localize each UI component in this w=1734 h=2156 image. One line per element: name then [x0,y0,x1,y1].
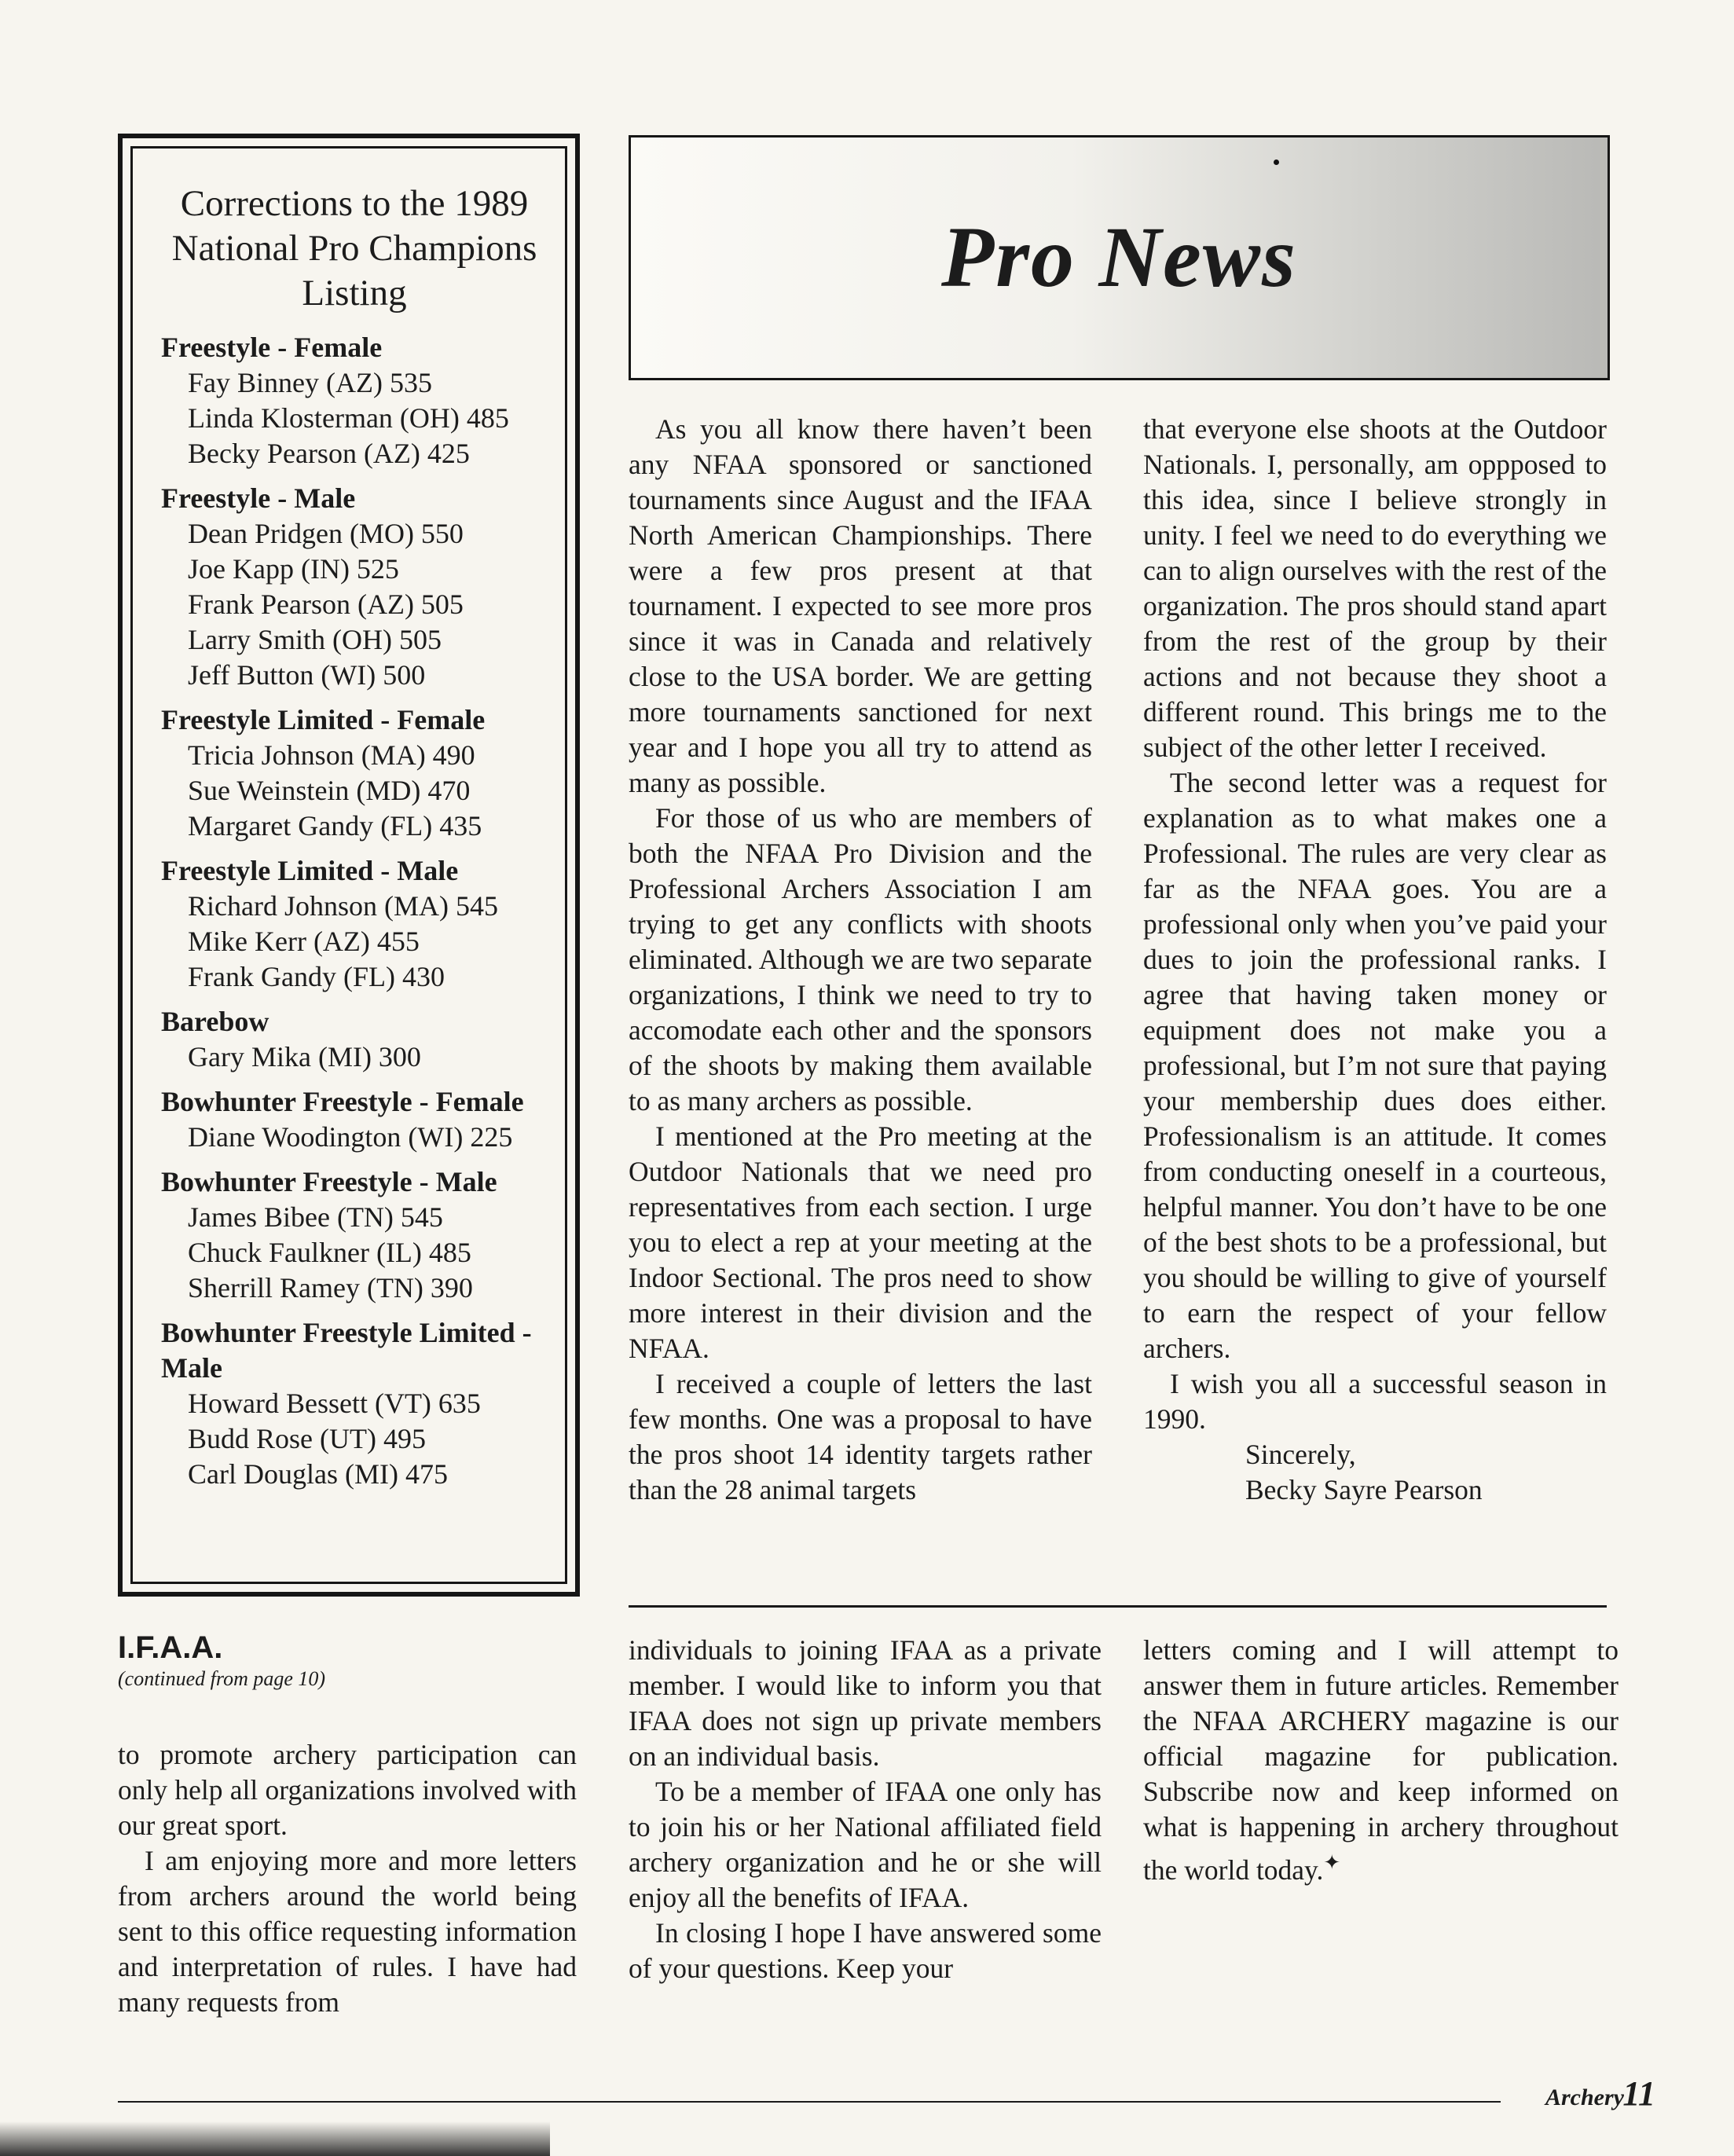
paragraph: The second letter was a request for explanation as to what makes one a Professional. The rules are very clear as far as the NFAA goes. You are a professional only when you’ve paid your dues to join the professional ranks. I agree that having taken money or equipment does not make you a professional, but I’m not sure that paying your membership dues does either. Professionalism is an attitude. It comes from conducting oneself in a courteous, helpful manner. You don’t have to be one of the best shots to be a professional, but you should be willing to give of yourself to earn the respect of your fellow archers. [1143,767,1607,1364]
closing: Sincerely, [1245,1439,1356,1470]
champion-entry: Budd Rose (UT) 495 [188,1423,426,1454]
pro-news-title-box [629,135,1610,380]
champion-entry: Fay Binney (AZ) 535 [188,367,432,398]
champion-entry: Tricia Johnson (MA) 490 [188,739,475,771]
corrections-box [118,134,580,1597]
champion-entry: Richard Johnson (MA) 545 [188,890,498,922]
category-name: Freestyle - Male [161,482,356,514]
champion-entry: Gary Mika (MI) 300 [188,1041,421,1072]
pro-news-title: Pro News [941,209,1297,305]
ifaa-column-3 [1143,1633,1619,1888]
paragraph [1143,1633,1619,1888]
champion-entry: Becky Pearson (AZ) 425 [188,438,470,469]
champion-entry: Sue Weinstein (MD) 470 [188,775,471,806]
category-name: Freestyle - Female [161,332,383,363]
paragraph: In closing I hope I have answered some of your questions. Keep your [629,1917,1102,1984]
champion-entry: James Bibee (TN) 545 [188,1201,443,1233]
category-name: Bowhunter Freestyle - Male [161,1166,497,1197]
corrections-list [161,330,548,1492]
category-block [161,1084,548,1155]
paragraph: As you all know there haven’t been any NFAA sponsored or sanctioned tournaments since August and the IFAA North American Championships. There were a few pros present at that tournament. I expected to see more pros since it was in Canada and relatively close to the USA border. We are getting more tournaments sanctioned for next year and I hope you all try to attend as many as possible. [629,413,1092,798]
category-name: Bowhunter Freestyle - Female [161,1086,524,1117]
dot-mark [1274,160,1279,165]
footer-rule [118,2101,1501,2103]
paragraph: I mentioned at the Pro meeting at the Outdoor Nationals that we need pro representatives from each section. I urge you to elect a rep at your meeting at the Indoor Sectional. The pros need to show more interest in their division and the NFAA. [629,1120,1092,1364]
champion-entry: Joe Kapp (IN) 525 [188,553,399,585]
category-block [161,1315,548,1492]
signature: Becky Sayre Pearson [1245,1474,1483,1505]
paragraph: To be a member of IFAA one only has to join his or her National affiliated field archery organization and he or she will enjoy all the benefits of IFAA. [629,1776,1102,1913]
ifaa-column-2 [629,1633,1102,1986]
category-name: Bowhunter Freestyle Limited - Male [161,1317,532,1384]
category-block [161,481,548,693]
paragraph: For those of us who are members of both the NFAA Pro Division and the Professional Archers Association I am trying to get any conflicts with shoots eliminated. Although we are two separate organizations, I think we need to try to accomodate each other and the sponsors of the shoots by making them available to as many archers as possible. [629,802,1092,1116]
paragraph-text: letters coming and I will attempt to answer them in future articles. Remember the NFAA ARCHERY magazine is our official magazine for publication. Subscribe now and keep informed on what is happening in archery throughout the world today. [1143,1634,1619,1886]
paragraph: that everyone else shoots at the Outdoor Nationals. I, personally, am oppposed to this idea, since I believe strongly in unity. I feel we need to do everything we can to align ourselves with the rest of the organization. The pros should stand apart from the rest of the group by their actions and not because they shoot a different round. This brings me to the subject of the other letter I received. [1143,413,1607,763]
champion-entry: Diane Woodington (WI) 225 [188,1121,513,1153]
continued-note: (continued from page 10) [118,1667,326,1690]
ifaa-column-1 [118,1737,577,2020]
scan-shadow [0,2121,550,2156]
ifaa-heading: I.F.A.A. [118,1630,223,1665]
paragraph: I am enjoying more and more letters from archers around the world being sent to this office requesting information and interpretation of rules. I have had many requests from [118,1845,577,2018]
category-block [161,853,548,995]
category-name: Freestyle Limited - Female [161,704,486,735]
category-block [161,330,548,471]
category-block [161,1164,548,1306]
category-name: Freestyle Limited - Male [161,855,459,886]
champion-entry: Frank Gandy (FL) 430 [188,961,445,992]
paragraph: I received a couple of letters the last few months. One was a proposal to have the pros shoot 14 identity targets rather than the 28 animal targets [629,1368,1092,1505]
champion-entry: Carl Douglas (MI) 475 [188,1458,448,1490]
section-divider [629,1605,1607,1608]
footer-magazine-name: Archery [1545,2084,1624,2110]
category-block [161,702,548,844]
champion-entry: Mike Kerr (AZ) 455 [188,926,420,957]
champion-entry: Jeff Button (WI) 500 [188,659,426,691]
champion-entry: Frank Pearson (AZ) 505 [188,588,464,620]
champion-entry: Howard Bessett (VT) 635 [188,1388,481,1419]
champion-entry: Chuck Faulkner (IL) 485 [188,1237,471,1268]
pro-news-column-2 [1143,412,1607,1508]
category-block [161,1004,548,1075]
paragraph: individuals to joining IFAA as a private member. I would like to inform you that IFAA does not sign up private members on an individual basis. [629,1634,1102,1772]
footer-page-number: 11 [1622,2074,1655,2113]
champion-entry: Sherrill Ramey (TN) 390 [188,1272,473,1304]
champion-entry: Larry Smith (OH) 505 [188,624,442,655]
paragraph: to promote archery participation can only help all organizations involved with our great sport. [118,1739,577,1841]
corrections-inner-border [130,146,567,1584]
paragraph: I wish you all a successful season in 1990. [1143,1368,1607,1435]
champion-entry: Dean Pridgen (MO) 550 [188,518,464,549]
pro-news-column-1 [629,412,1092,1508]
champion-entry: Linda Klosterman (OH) 485 [188,402,509,434]
category-name: Barebow [161,1006,269,1037]
corrections-title: Corrections to the 1989 National Pro Champions Listing [171,183,537,314]
champion-entry: Margaret Gandy (FL) 435 [188,810,482,842]
end-mark-icon: ✦ [1323,1851,1341,1874]
